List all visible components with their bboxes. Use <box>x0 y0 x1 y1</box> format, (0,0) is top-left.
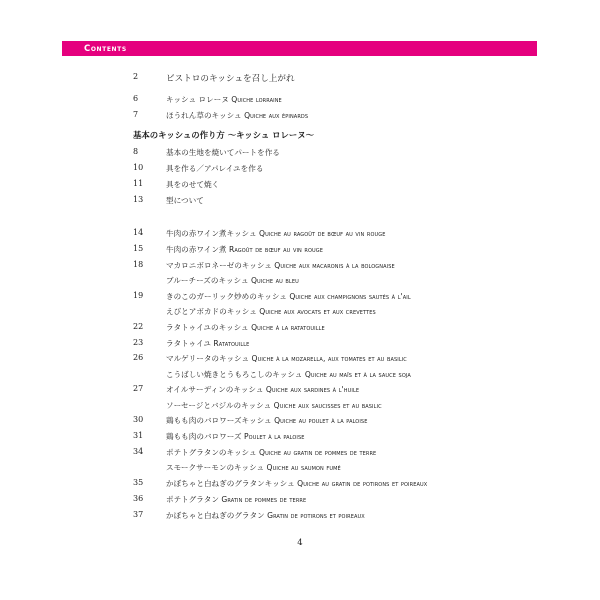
toc-title-fr: Quiche aux épinards <box>244 111 309 120</box>
toc-row[interactable] <box>0 478 600 490</box>
toc-row[interactable] <box>0 447 600 459</box>
toc-title-jp: 型について <box>166 196 204 205</box>
toc-page-num: 10 <box>133 163 144 172</box>
toc-title-jp: マカロニボロネーゼのキッシュ <box>166 261 272 270</box>
toc-title <box>166 228 385 239</box>
toc-page-num: 36 <box>133 494 144 503</box>
toc-row[interactable] <box>0 163 600 175</box>
toc-row[interactable] <box>0 322 600 334</box>
toc-row[interactable] <box>0 306 600 318</box>
toc-title <box>166 291 411 302</box>
toc-row[interactable] <box>0 494 600 506</box>
toc-page-num: 6 <box>133 94 139 103</box>
toc-title <box>166 494 306 505</box>
section-heading: 基本のキッシュの作り方 ～キッシュ ロレーヌ～ <box>133 130 315 140</box>
toc-title-fr: Quiche aux avocats et aux crevettes <box>259 307 376 316</box>
toc-row[interactable] <box>0 431 600 443</box>
toc-row[interactable] <box>0 110 600 122</box>
toc-title-jp: かぼちゃと白ねぎのグラタンキッシュ <box>166 479 295 488</box>
toc-title-fr: Ragoût de bœuf au vin rouge <box>228 245 323 254</box>
toc-title <box>166 306 376 317</box>
toc-row[interactable] <box>0 195 600 207</box>
toc-title-fr: Quiche lorraine <box>231 95 282 104</box>
toc-title-jp: オイルサーディンのキッシュ <box>166 385 264 394</box>
toc-row[interactable] <box>0 291 600 303</box>
toc-title-jp: ほうれん草のキッシュ <box>166 111 242 120</box>
toc-title-jp: ラタトゥイユ <box>166 339 211 348</box>
toc-title-jp: マルゲリータのキッシュ <box>166 354 250 363</box>
contents-title: Contents <box>84 44 127 54</box>
toc-title-jp: キッシュ ロレーヌ <box>166 95 229 104</box>
toc-page-num: 26 <box>133 353 144 362</box>
toc-row[interactable] <box>0 179 600 191</box>
toc-title-jp: 具をのせて焼く <box>166 180 220 189</box>
toc-title <box>166 447 376 458</box>
toc-page-num: 2 <box>133 72 139 81</box>
toc-title-jp: 牛肉の赤ワイン煮 <box>166 245 227 254</box>
toc-title <box>166 244 323 255</box>
toc-page-num: 15 <box>133 244 144 253</box>
toc-row[interactable] <box>0 260 600 272</box>
toc-page-num: 19 <box>133 291 144 300</box>
toc-page-num: 34 <box>133 447 144 456</box>
toc-title: ビストロのキッシュを召し上がれ <box>166 74 295 84</box>
toc-title-fr: Quiche au gratin de potirons et poireaux <box>297 479 428 488</box>
toc-title-fr: Quiche au maïs et à la sauce soja <box>304 370 411 379</box>
toc-title-fr: Quiche à la mozarella, aux tomates et au basilic <box>251 354 407 363</box>
toc-title-fr: Quiche aux saucisses et au basilic <box>273 401 382 410</box>
toc-title-jp: こうばしい焼きとうもろこしのキッシュ <box>166 370 303 379</box>
toc-page-num: 30 <box>133 415 144 424</box>
toc-title-fr: Quiche aux champignons sautés à l'ail <box>289 292 411 301</box>
toc-title-fr: Quiche au gratin de pommes de terre <box>259 448 377 457</box>
toc-title-fr: Quiche au poulet à la paloise <box>274 416 368 425</box>
toc-title-fr: Poulet à la paloise <box>243 432 305 441</box>
toc-title-fr: Quiche à la ratatouille <box>251 323 325 332</box>
toc-page-num: 11 <box>133 179 144 188</box>
toc-row[interactable] <box>0 228 600 240</box>
toc-title <box>166 478 427 489</box>
toc-row[interactable] <box>0 400 600 412</box>
toc-title-fr: Ratatouille <box>213 339 250 348</box>
toc-title <box>166 260 395 271</box>
toc-row[interactable] <box>0 462 600 474</box>
toc-page-num: 27 <box>133 384 144 393</box>
toc-title-jp: ポテトグラタンのキッシュ <box>166 448 257 457</box>
toc-row-intro[interactable] <box>0 72 600 84</box>
toc-row[interactable] <box>0 244 600 256</box>
toc-title <box>166 384 359 395</box>
toc-title <box>166 400 382 411</box>
toc-title-fr: Quiche aux macaronis à la bolognaise <box>274 261 395 270</box>
toc-page-num: 37 <box>133 510 144 519</box>
toc-row[interactable] <box>0 275 600 287</box>
toc-title-jp: ポテトグラタン <box>166 495 219 504</box>
toc-title <box>166 431 305 442</box>
toc-title-jp: 牛肉の赤ワイン煮キッシュ <box>166 229 257 238</box>
contents-header-bar <box>62 41 537 56</box>
toc-row[interactable] <box>0 510 600 522</box>
toc-page-num: 22 <box>133 322 144 331</box>
toc-row[interactable] <box>0 369 600 381</box>
toc-title-jp: ブルーチーズのキッシュ <box>166 276 249 285</box>
toc-page-num: 14 <box>133 228 144 237</box>
toc-row[interactable] <box>0 353 600 365</box>
toc-title-jp: 具を作る／アパレイユを作る <box>166 164 264 173</box>
toc-page-num: 7 <box>133 110 139 119</box>
toc-title-jp: 鶏もも肉のバロワーズ <box>166 432 242 441</box>
toc-title <box>166 322 325 333</box>
toc-title-jp: 基本の生地を焼いてパートを作る <box>166 148 280 157</box>
toc-title-jp: かぼちゃと白ねぎのグラタン <box>166 511 265 520</box>
toc-page-num: 8 <box>133 147 139 156</box>
toc-title <box>166 94 282 105</box>
toc-page-num: 13 <box>133 195 144 204</box>
toc-page-num: 35 <box>133 478 144 487</box>
toc-title-jp: ソーセージとバジルのキッシュ <box>166 401 272 410</box>
toc-title <box>166 462 341 473</box>
toc-title-fr: Quiche au bleu <box>250 276 299 285</box>
toc-title <box>166 510 365 521</box>
toc-title-fr: Quiche au saumon fumé <box>266 463 341 472</box>
toc-row[interactable] <box>0 384 600 396</box>
toc-title <box>166 353 407 364</box>
toc-page-num: 23 <box>133 338 144 347</box>
toc-title-jp: きのこのガーリック炒めのキッシュ <box>166 292 287 301</box>
toc-title-jp: えびとアボカドのキッシュ <box>166 307 257 316</box>
toc-title-jp: スモークサーモンのキッシュ <box>166 463 265 472</box>
toc-title <box>166 275 299 286</box>
toc-title-fr: Quiche aux sardines à l'huile <box>265 385 360 394</box>
toc-row[interactable] <box>0 147 600 159</box>
toc-title-fr: Gratin de potirons et poireaux <box>267 511 365 520</box>
toc-title <box>166 110 308 121</box>
toc-title-jp: ラタトゥイユのキッシュ <box>166 323 249 332</box>
toc-page-num: 18 <box>133 260 144 269</box>
toc-row[interactable] <box>0 415 600 427</box>
toc-title <box>166 369 411 380</box>
toc-row[interactable] <box>0 338 600 350</box>
toc-title <box>166 338 249 349</box>
page-number: 4 <box>297 538 303 548</box>
toc-title <box>166 415 367 426</box>
toc-page-num: 31 <box>133 431 144 440</box>
toc-title-fr: Quiche au ragoût de bœuf au vin rouge <box>259 229 386 238</box>
toc-title-fr: Gratin de pommes de terre <box>221 495 307 504</box>
toc-title-jp: 鶏もも肉のバロワーズキッシュ <box>166 416 272 425</box>
toc-row[interactable] <box>0 94 600 106</box>
